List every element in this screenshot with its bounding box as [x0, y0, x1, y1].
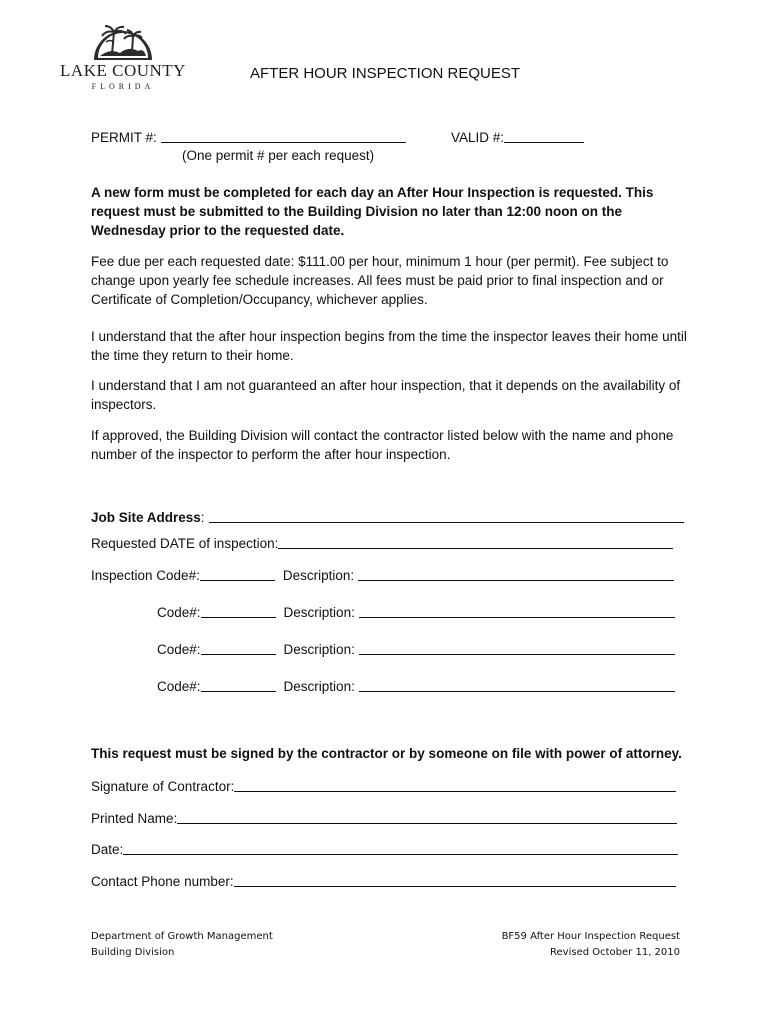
- form-notice: A new form must be completed for each day an After Hour Inspection is requested. This request must be submitted to the Building Division no later than 12:00 noon on the Wednesday prior to the requested date.: [91, 185, 654, 238]
- code-row: [157, 603, 675, 620]
- phone-field[interactable]: [234, 872, 676, 887]
- job-address-row: Job Site Address :: [91, 508, 684, 525]
- footer-right: [440, 929, 680, 961]
- footer-form-name: BF59 After Hour Inspection Request: [501, 931, 680, 942]
- phone-row: [91, 872, 676, 889]
- valid-label: VALID #:: [451, 130, 505, 145]
- code-row: [91, 566, 674, 583]
- valid-row: [451, 128, 584, 145]
- description-field[interactable]: [359, 677, 675, 692]
- description-label: Description:: [282, 568, 355, 583]
- code-label: Code#:: [157, 679, 201, 694]
- footer-dept: Department of Growth Management: [91, 931, 273, 942]
- job-address-field[interactable]: [209, 508, 684, 523]
- job-address-label: Job Site Address: [91, 510, 201, 525]
- county-seal-icon: [88, 18, 158, 62]
- footer-left: [91, 929, 273, 961]
- code-field[interactable]: [201, 640, 276, 655]
- footer-revised: Revised October 11, 2010: [550, 947, 680, 958]
- phone-label: Contact Phone number:: [91, 874, 234, 889]
- org-state: FLORIDA: [91, 82, 155, 91]
- date-row: [91, 840, 678, 857]
- signature-label: Signature of Contractor:: [91, 779, 235, 794]
- code-row: [157, 677, 675, 694]
- signature-field[interactable]: [234, 777, 676, 792]
- page-title: AFTER HOUR INSPECTION REQUEST: [249, 65, 521, 82]
- code-field[interactable]: [201, 677, 276, 692]
- valid-field[interactable]: [504, 128, 584, 143]
- description-label: Description:: [283, 679, 355, 694]
- permit-field[interactable]: [161, 128, 406, 143]
- printed-name-label: Printed Name:: [91, 811, 178, 826]
- description-field[interactable]: [358, 566, 674, 581]
- county-logo: [50, 18, 200, 98]
- printed-name-row: [91, 809, 677, 826]
- availability-paragraph: I understand that I am not guaranteed an after hour inspection, that it depends on the availability of inspectors.: [91, 378, 681, 412]
- description-field[interactable]: [359, 640, 675, 655]
- code-field[interactable]: [200, 566, 275, 581]
- signature-notice: This request must be signed by the contractor or by someone on file with power of attorney.: [91, 746, 682, 761]
- approval-paragraph: If approved, the Building Division will contact the contractor listed below with the name and phone number of the inspector to perform the after hour inspection.: [91, 428, 674, 462]
- requested-date-row: [91, 534, 673, 551]
- printed-name-field[interactable]: [177, 809, 677, 824]
- signature-row: [91, 777, 676, 794]
- code-label: Code#:: [157, 605, 201, 620]
- description-field[interactable]: [359, 603, 675, 618]
- requested-date-label: Requested DATE of inspection:: [91, 536, 279, 551]
- date-field[interactable]: [123, 840, 678, 855]
- inspection-time-paragraph: I understand that the after hour inspection begins from the time the inspector leaves their home until the time they return to their home.: [91, 329, 687, 363]
- permit-note: (One permit # per each request): [182, 148, 375, 163]
- org-name: LAKE COUNTY: [60, 61, 186, 80]
- permit-row: [91, 128, 406, 145]
- fee-paragraph: Fee due per each requested date: $111.00 per hour, minimum 1 hour (per permit). Fee subject to change upon yearly fee schedule increases. All fees must be paid prior to final inspection and or Certificate of Completion/Occupancy, whichever applies.: [91, 254, 669, 307]
- requested-date-field[interactable]: [278, 534, 673, 549]
- code-label: Code#:: [157, 642, 201, 657]
- code-field[interactable]: [201, 603, 276, 618]
- permit-label: PERMIT #:: [91, 130, 157, 145]
- inspection-code-label: Inspection Code#:: [91, 568, 200, 583]
- code-row: [157, 640, 675, 657]
- date-label: Date:: [91, 842, 124, 857]
- description-label: Description:: [283, 642, 355, 657]
- description-label: Description:: [283, 605, 355, 620]
- footer-division: Building Division: [91, 947, 175, 958]
